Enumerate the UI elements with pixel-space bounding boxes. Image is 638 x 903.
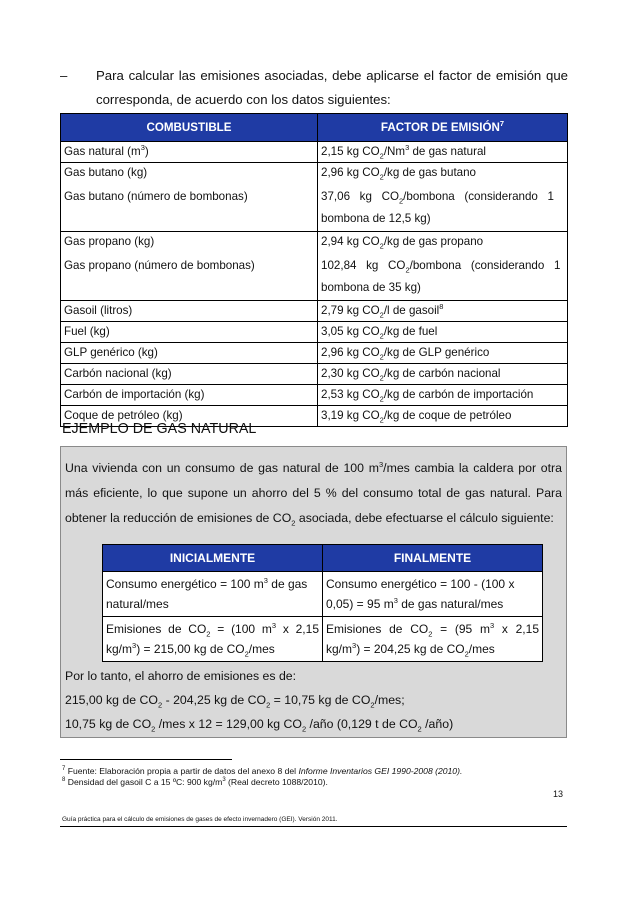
factor-cell: 2,15 kg $CO_2/Nm^3$ de gas natural <box>318 142 568 163</box>
table-row <box>61 364 568 385</box>
factor-cell: 2,53 kg $CO_2/kg$ de carbón de importación <box>318 385 568 406</box>
conclusion-paragraph: Por lo tanto, el ahorro de emisiones es de: 215,00 kg de $CO_2 - 204,25$ kg de $CO_2 = 10,75$ kg de $CO_2$/mes; 10,75 kg de $CO_2$ /mes x 12 = 129,00 kg $CO_2$ /año (0,129 t de $CO_2$ /año) <box>65 669 454 734</box>
footnote-divider <box>60 759 232 760</box>
footnote-ref-7: 7 <box>499 119 505 129</box>
fuel-cell: Fuel (kg) <box>61 322 318 343</box>
intro-line-2: corresponda, de acuerdo con los datos siguientes: <box>96 92 391 107</box>
example-heading: EJEMPLO DE GAS NATURAL <box>62 421 257 437</box>
list-dash: – <box>60 68 68 83</box>
example-box <box>60 446 567 738</box>
footer-divider <box>60 826 567 827</box>
calculation-header-row <box>103 545 543 572</box>
table-row <box>61 163 568 232</box>
fuel-cell: Carbón nacional (kg) <box>61 364 318 385</box>
example-paragraph: Una vivienda con un consumo de gas natural de 100 $m^3$/mes cambia la caldera por otra más eficiente, lo que supone un ahorro del 5 % del consumo total de gas natural. Para obtener la reducción de emisiones de $CO_2$ asociada, debe efectuarse el cálculo siguiente: <box>65 459 562 528</box>
header-fuel: COMBUSTIBLE <box>61 114 318 142</box>
header-factor: FACTOR DE EMISIÓN$^7$ <box>318 114 568 142</box>
factor-cell: 3,19 kg $CO_2/kg$ de coque de petróleo <box>318 406 568 427</box>
fuel-cell: Gas butano (kg) Gas butano (número de bombonas) <box>61 163 318 232</box>
fuel-cell: GLP genérico (kg) <box>61 343 318 364</box>
emissions-final: Emisiones de $CO_2 = (95$ $m^3$ x 2,15 $kg/m^3) = 204,25$ kg de $CO_2$/mes <box>323 617 543 662</box>
table-row <box>61 343 568 364</box>
table-row <box>61 301 568 322</box>
header-initial: INICIALMENTE <box>103 545 323 572</box>
fuel-cell: Carbón de importación (kg) <box>61 385 318 406</box>
table-row <box>61 142 568 163</box>
fuel-cell: Gas natural $(m^3)$ <box>61 142 318 163</box>
emission-factor-table <box>60 113 568 427</box>
footnote-ref-8: 8 <box>439 302 444 312</box>
page-number: 13 <box>553 789 564 799</box>
factor-cell: 3,05 kg $CO_2/kg$ de fuel <box>318 322 568 343</box>
header-final: FINALMENTE <box>323 545 543 572</box>
factor-cell: 2,96 kg $CO_2/kg$ de GLP genérico <box>318 343 568 364</box>
calculation-table <box>102 544 543 662</box>
table-row <box>61 232 568 301</box>
table-row <box>103 617 543 662</box>
table-header-row <box>61 114 568 142</box>
consumption-final: Consumo energético = 100 - (100 x 0,05) = 95 $m^3$ de gas natural/mes <box>323 572 543 617</box>
footnote-7: $^7$ Fuente: Elaboración propia a partir de datos del anexo 8 del Informe Inventarios GEI 1990-2008 (2010). <box>62 766 463 776</box>
footnote-8: $^8$ Densidad del gasoil C a 15 ºC: 900 $kg/m^3$ (Real decreto 1088/2010). <box>62 777 328 787</box>
footer-text: Guía práctica para el cálculo de emisiones de gases de efecto invernadero (GEI). Versión 2011. <box>62 816 338 823</box>
fuel-cell: Gas propano (kg) Gas propano (número de bombonas) <box>61 232 318 301</box>
factor-cell: 2,96 kg $CO_2/kg$ de gas butano 37,06 kg $CO_2$/bombona (considerando 1 bombona de 12,5 kg) <box>318 163 568 232</box>
table-row <box>61 322 568 343</box>
factor-cell: 2,79 kg $CO_2/l$ de gasoil$^8$ <box>318 301 568 322</box>
consumption-initial: Consumo energético = 100 $m^3$ de gas natural/mes <box>103 572 323 617</box>
fuel-cell: Coque de petróleo (kg) <box>61 406 318 427</box>
factor-cell: 2,94 kg $CO_2/kg$ de gas propano 102,84 kg $CO_2$/bombona (considerando 1 bombona de 35 kg) <box>318 232 568 301</box>
intro-line-1: Para calcular las emisiones asociadas, debe aplicarse el factor de emisión que <box>96 68 568 83</box>
emissions-initial: Emisiones de $CO_2 = (100$ $m^3$ x 2,15 $kg/m^3) = 215,00$ kg de $CO_2$/mes <box>103 617 323 662</box>
table-row <box>103 572 543 617</box>
fuel-cell: Gasoil (litros) <box>61 301 318 322</box>
table-row <box>61 385 568 406</box>
factor-cell: 2,30 kg $CO_2/kg$ de carbón nacional <box>318 364 568 385</box>
